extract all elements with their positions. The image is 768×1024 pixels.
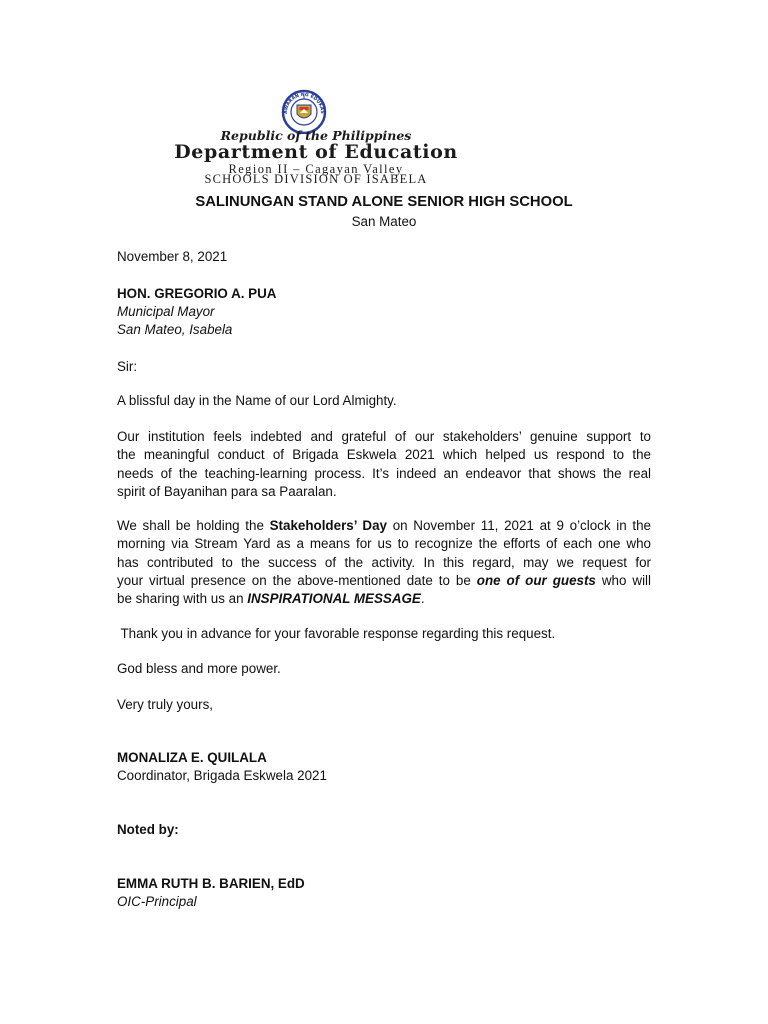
signatory-title: Coordinator, Brigada Eskwela 2021 [117, 768, 327, 783]
noted-by-label: Noted by: [117, 822, 179, 837]
letterhead-division: SCHOOLS DIVISION OF ISABELA [204, 172, 428, 186]
thanks-line: Thank you in advance for your favorable response regarding this request. [117, 626, 556, 641]
paragraph-line: needs of the teaching-learning process. It’s indeed an endeavor that shows the real [117, 465, 651, 481]
text-run: We shall be holding the [117, 518, 270, 533]
paragraph-line: has contributed to the success of the activity. In this regard, may we request for [117, 554, 651, 570]
paragraph-invitation [117, 517, 651, 608]
school-location: San Mateo [351, 214, 417, 229]
signatory-name: MONALIZA E. QUILALA [117, 750, 267, 765]
text-run: on November 11, 2021 at 9 o’clock in the [386, 518, 651, 533]
guest-emphasis: one of our guests [476, 572, 596, 588]
recipient-title: Municipal Mayor [117, 304, 215, 319]
letter-date: November 8, 2021 [117, 249, 228, 264]
seal-text: AWARAN NG EDUKAS [283, 92, 325, 114]
principal-title: OIC-Principal [117, 894, 197, 909]
letterhead [160, 86, 472, 186]
text-run: your virtual presence on the above-mentioned date to be [117, 572, 477, 588]
text-run: . [420, 591, 425, 607]
salutation: Sir: [117, 359, 138, 374]
school-name: SALINUNGAN STAND ALONE SENIOR HIGH SCHOOL [195, 194, 573, 210]
paragraph-line: morning via Stream Yard as a means for us to recognize the efforts of each one who [117, 536, 651, 552]
paragraph-line: spirit of Bayanihan para sa Paaralan. [117, 483, 337, 499]
blessing-line: God bless and more power. [117, 661, 281, 676]
paragraph-line [117, 517, 651, 535]
paragraph-line: Our institution feels indebted and grateful of our stakeholders’ genuine support to [117, 429, 651, 444]
letterhead-region: Region II – Cagayan Valley [228, 162, 404, 176]
text-run: who will [595, 572, 651, 588]
recipient-name: HON. GREGORIO A. PUA [117, 286, 277, 301]
paragraph-support [117, 428, 651, 501]
principal-name: EMMA RUTH B. BARIEN, EdD [117, 876, 305, 891]
greeting: A blissful day in the Name of our Lord Almighty. [117, 393, 397, 408]
paragraph-line [117, 590, 651, 608]
message-emphasis: INSPIRATIONAL MESSAGE [247, 591, 421, 607]
paragraph-line: the meaningful conduct of Brigada Eskwela 2021 which helped us respond to the [117, 447, 651, 463]
text-run: be sharing with us an [117, 591, 248, 607]
letterhead-republic: Republic of the Philippines [220, 128, 412, 143]
closing: Very truly yours, [117, 697, 213, 712]
letterhead-department: Department of Education [174, 141, 458, 163]
deped-seal-logo [264, 86, 344, 134]
recipient-address: San Mateo, Isabela [117, 322, 233, 337]
event-name: Stakeholders’ Day [269, 518, 387, 533]
paragraph-line [117, 572, 651, 590]
